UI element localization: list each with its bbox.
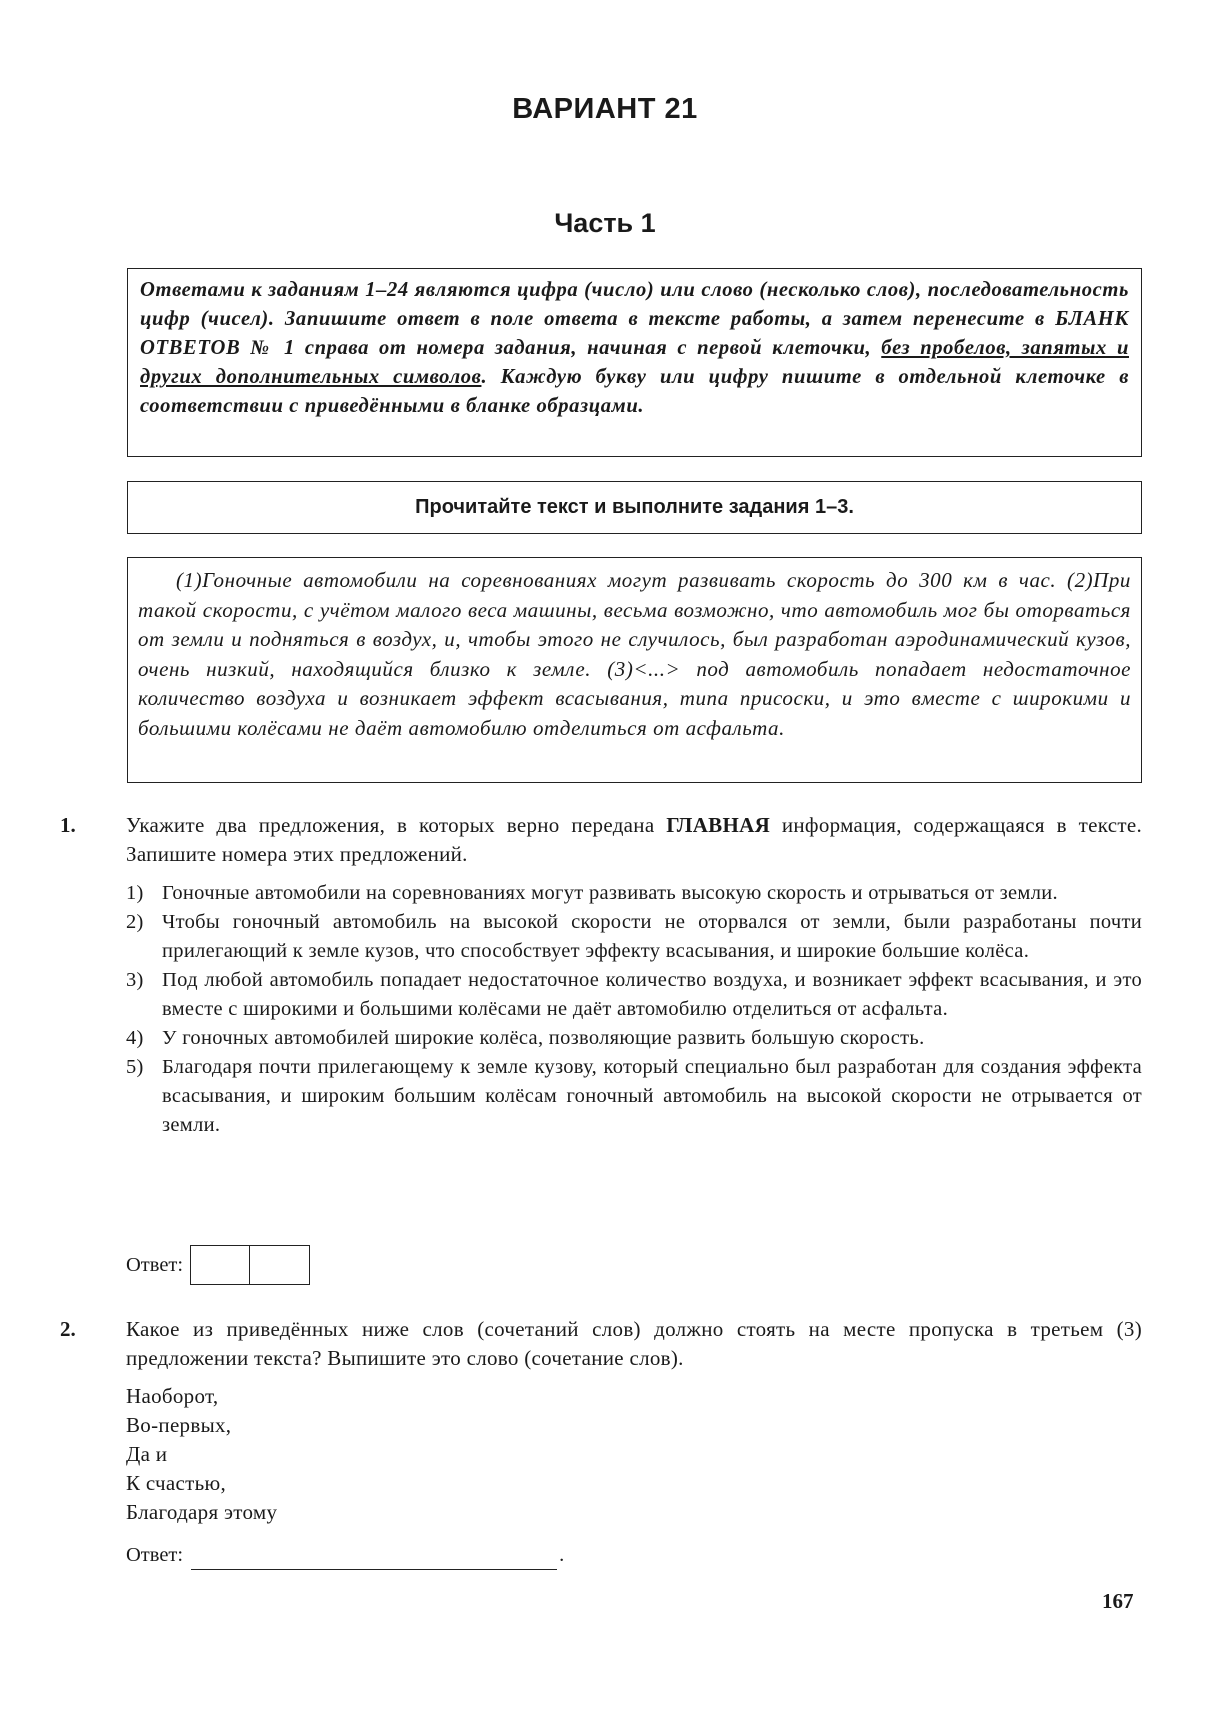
answer-line-end: . <box>559 1544 565 1566</box>
task-2-word-list <box>126 1382 277 1527</box>
task-2-answer-row <box>126 1541 564 1570</box>
option-5 <box>126 1053 1142 1140</box>
option-3 <box>126 966 1142 1024</box>
read-instruction-box <box>127 481 1142 534</box>
answer-label: Ответ: <box>126 1253 184 1276</box>
question-text-end: информация, содержащаяся в тексте. Запишите номера этих предложений. <box>126 813 1142 866</box>
instruction-text-end: . Каждую букву или цифру пишите в отдельной клеточке в соответствии с приведёнными в бланке образцами. <box>140 366 1129 417</box>
variant-title: ВАРИАНТ 21 <box>512 93 698 125</box>
answer-cell[interactable] <box>190 1245 250 1285</box>
option-number: 2) <box>126 911 144 933</box>
page-number: 167 <box>1102 1589 1134 1613</box>
question-text: Укажите два предложения, в которых верно передана <box>126 813 667 837</box>
task-1-answer-row <box>126 1245 310 1285</box>
list-item: Благодаря этому <box>126 1500 278 1524</box>
task-1-options <box>126 879 1142 1140</box>
task-number: 1. <box>60 813 76 837</box>
option-1 <box>126 879 1142 908</box>
source-text: (1)Гоночные автомобили на соревнованиях могут развивать скорость до 300 км в час. (2)При такой скорости, с учётом малого веса машины, весьма возможно, что автомобиль мог бы оторваться от земли и подняться в воздух, и, чтобы этого не случилось, был разработан аэродинамический кузов, очень низкий, находящийся близко к земле. (3)<...> под автомобиль попадает недостаточное количество воздуха и возникает эффект всасывания, типа присоски, и это вместе с широкими и большими колёсами не даёт автомобилю отделиться от асфальта. <box>138 568 1131 740</box>
answer-label: Ответ: <box>126 1544 184 1566</box>
option-text: Благодаря почти прилегающему к земле кузову, который специально был разработан для создания эффекта всасывания, и широким большим колёсам гоночный автомобиль на высокой скорости не отрывается от земли. <box>162 1056 1142 1136</box>
task-number: 2. <box>60 1317 76 1341</box>
list-item: Наоборот, <box>126 1384 219 1408</box>
option-number: 4) <box>126 1027 144 1049</box>
option-text: У гоночных автомобилей широкие колёса, позволяющие развить большую скорость. <box>162 1027 925 1049</box>
answer-line[interactable] <box>191 1547 557 1570</box>
option-number: 5) <box>126 1056 144 1078</box>
option-number: 3) <box>126 969 144 991</box>
option-text: Чтобы гоночный автомобиль на высокой скорости не оторвался от земли, были разработаны почти прилегающий к земле кузов, что способствует эффекту всасывания, и широкие большие колёса. <box>162 911 1142 962</box>
answer-cells <box>190 1245 310 1285</box>
option-text: Под любой автомобиль попадает недостаточное количество воздуха, и возникает эффект всасывания, и это вместе с широкими и большими колёсами не даёт автомобилю отделиться от асфальта. <box>162 969 1142 1020</box>
option-4 <box>126 1024 1142 1053</box>
source-text-box <box>127 557 1142 783</box>
question-emphasis: ГЛАВНАЯ <box>666 813 771 837</box>
list-item: К счастью, <box>126 1471 227 1495</box>
task-question <box>126 811 1142 869</box>
answer-cell[interactable] <box>250 1245 310 1285</box>
list-item: Да и <box>126 1442 168 1466</box>
part-title: Часть 1 <box>554 208 656 238</box>
instruction-box <box>127 268 1142 457</box>
option-text: Гоночные автомобили на соревнованиях могут развивать высокую скорость и отрываться от земли. <box>162 882 1058 904</box>
option-2 <box>126 908 1142 966</box>
task-question: Какое из приведённых ниже слов (сочетаний слов) должно стоять на месте пропуска в третьем (3) предложении текста? Выпишите это слово (сочетание слов). <box>126 1317 1142 1370</box>
read-instruction-text: Прочитайте текст и выполните задания 1–3. <box>415 496 854 518</box>
instruction-text: Ответами к заданиям 1–24 являются цифра (число) или слово (несколько слов), последовательность цифр (чисел). Запишите ответ в поле ответа в тексте работы, а затем перенесите в БЛАНК ОТВЕТОВ № 1 справа от номера задания, начиная с первой клеточки, <box>140 279 1129 359</box>
instruction-underlined-text: без пробелов, запятых и других дополнительных символов <box>140 337 1129 388</box>
option-number: 1) <box>126 882 144 904</box>
list-item: Во-первых, <box>126 1413 232 1437</box>
